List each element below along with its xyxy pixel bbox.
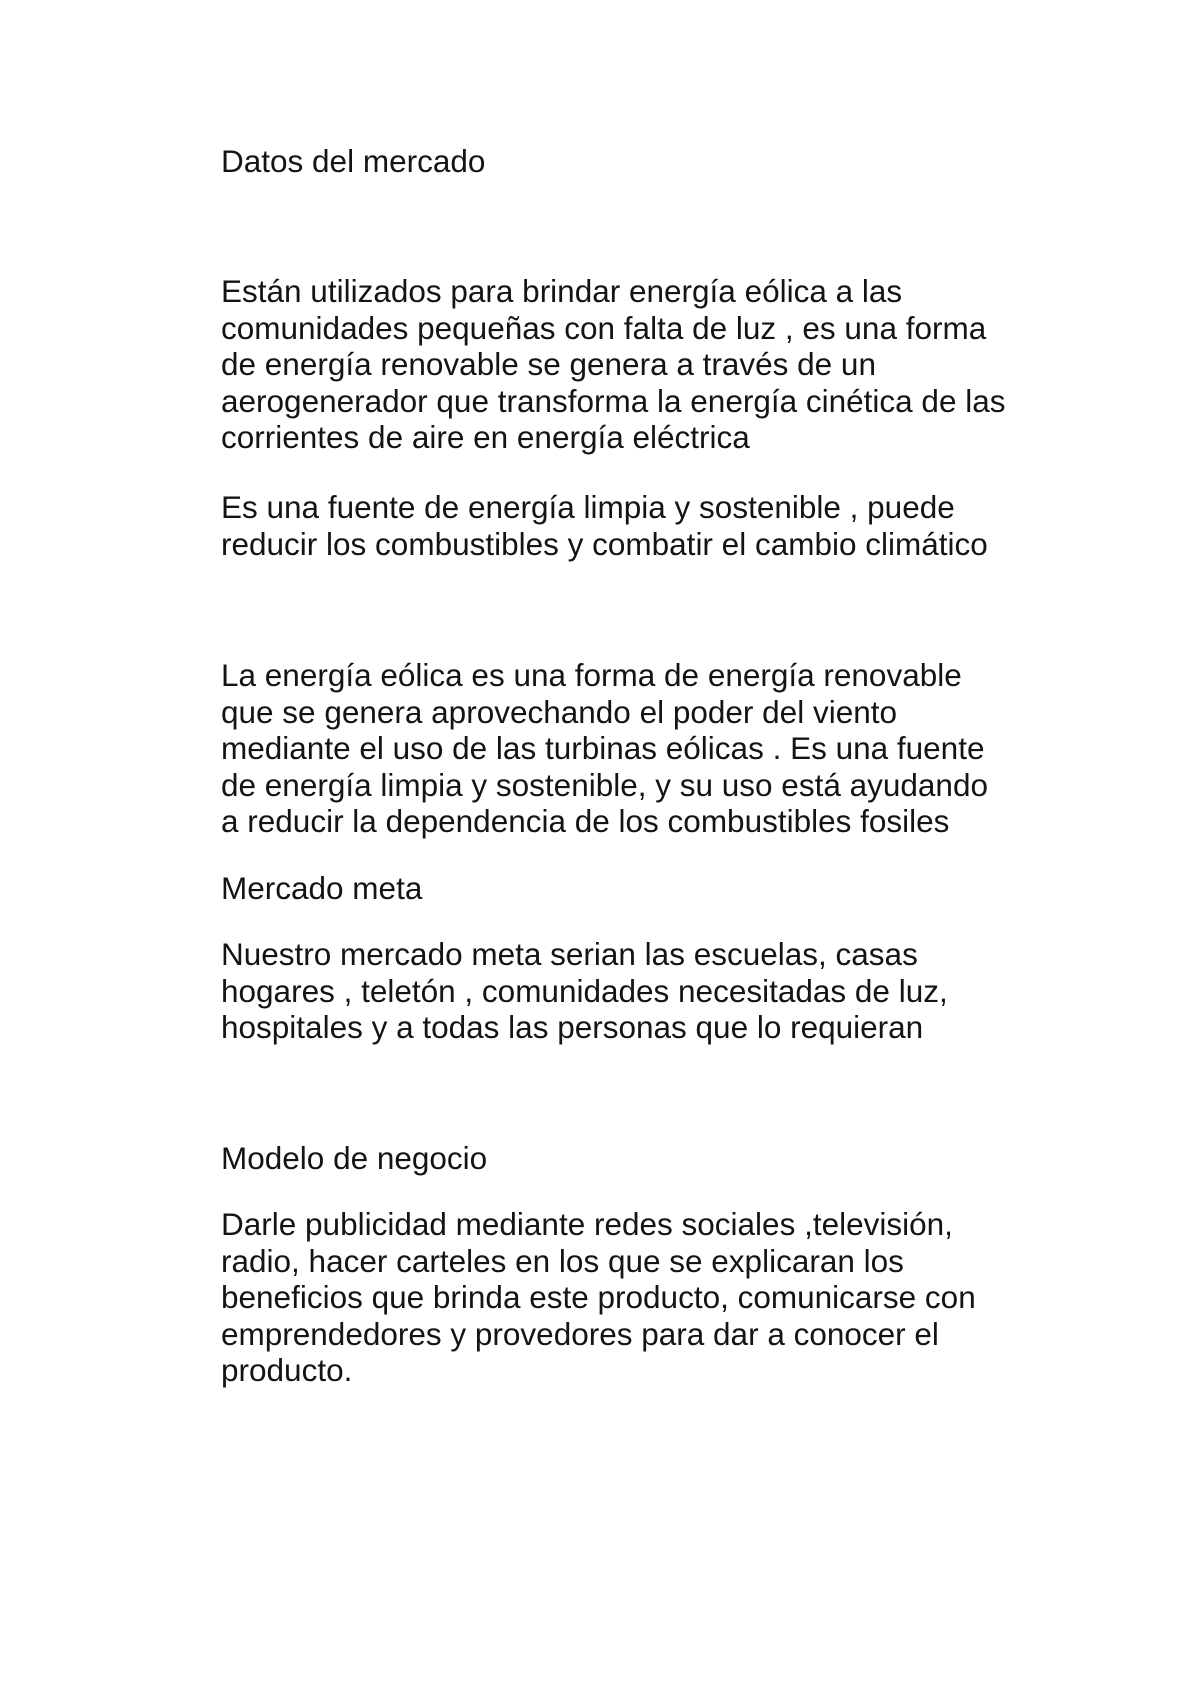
- paragraph-line: Es una fuente de energía limpia y sostenible , puede: [221, 489, 955, 525]
- paragraph-line: hogares , teletón , comunidades necesitadas de luz,: [221, 972, 948, 1009]
- paragraph-line: La energía eólica es una forma de energía renovable: [221, 657, 962, 693]
- paragraph-line: corrientes de aire en energía eléctrica: [221, 419, 750, 456]
- paragraph-line: de energía limpia y sostenible, y su uso está ayudando: [221, 766, 988, 803]
- paragraph-line: aerogenerador que transforma la energía cinética de las: [221, 382, 1006, 419]
- business-model-heading: [221, 1140, 1061, 1177]
- paragraph-line: hospitales y a todas las personas que lo requieran: [221, 1009, 924, 1046]
- paragraph-line: de energía renovable se genera a través de un: [221, 346, 876, 383]
- business-model-paragraph: [221, 1206, 1061, 1389]
- paragraph-line: mediante el uso de las turbinas eólicas . Es una fuente: [221, 730, 985, 767]
- paragraph-line: beneficios que brinda este producto, comunicarse con: [221, 1279, 976, 1316]
- paragraph-line: Están utilizados para brindar energía eólica a las: [221, 273, 903, 309]
- wind-energy-paragraph: [221, 657, 1061, 840]
- paragraph-line: producto.: [221, 1352, 353, 1389]
- paragraph-line: emprendedores y provedores para dar a conocer el: [221, 1315, 939, 1352]
- paragraph-line: Nuestro mercado meta serian las escuelas, casas: [221, 936, 918, 972]
- paragraph-line: comunidades pequeñas con falta de luz , es una forma: [221, 309, 987, 346]
- target-market-paragraph: [221, 936, 1061, 1046]
- paragraph-line: radio, hacer carteles en los que se explicaran los: [221, 1242, 904, 1279]
- heading-text: Modelo de negocio: [221, 1140, 488, 1176]
- heading-text: Mercado meta: [221, 870, 423, 906]
- target-market-heading: [221, 870, 1061, 907]
- intro-paragraph: [221, 273, 1061, 456]
- paragraph-line: reducir los combustibles y combatir el cambio climático: [221, 525, 988, 562]
- page-title: [221, 143, 1061, 180]
- paragraph-line: a reducir la dependencia de los combustibles fosiles: [221, 803, 950, 840]
- paragraph-line: Darle publicidad mediante redes sociales ,televisión,: [221, 1206, 953, 1242]
- paragraph-line: que se genera aprovechando el poder del viento: [221, 693, 898, 730]
- clean-energy-paragraph: [221, 489, 1061, 562]
- title-text: Datos del mercado: [221, 143, 486, 179]
